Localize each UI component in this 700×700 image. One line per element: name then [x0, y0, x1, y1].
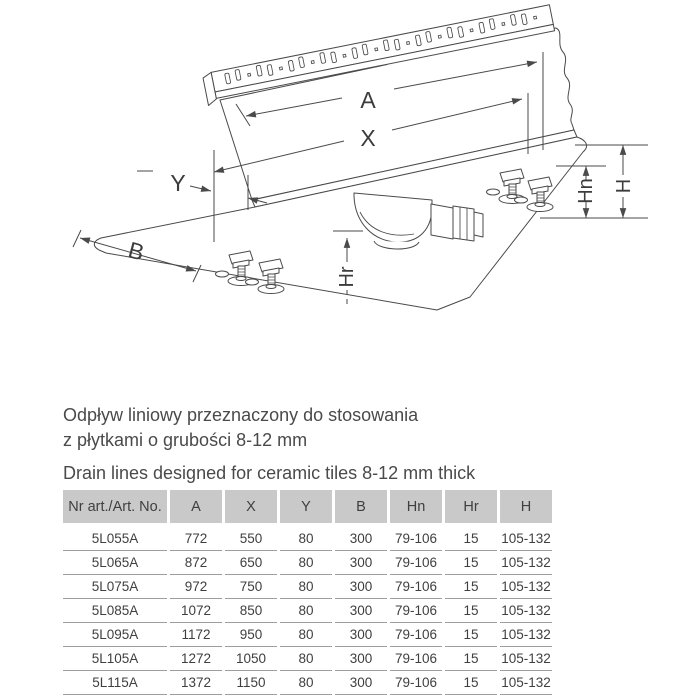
- table-cell: 105-132: [500, 551, 552, 575]
- table-cell: 650: [225, 551, 277, 575]
- column-header: H: [500, 490, 552, 527]
- table-cell: 850: [225, 599, 277, 623]
- table-cell: 1072: [170, 599, 222, 623]
- column-header: Nr art./Art. No.: [63, 490, 167, 527]
- table-cell: 550: [225, 527, 277, 551]
- table-cell: 1272: [170, 647, 222, 671]
- table-cell: 1172: [170, 623, 222, 647]
- table-cell: 15: [445, 647, 497, 671]
- column-header: X: [225, 490, 277, 527]
- table-cell: 105-132: [500, 527, 552, 551]
- table-cell: 15: [445, 623, 497, 647]
- product-spec-table: [60, 490, 555, 695]
- table-cell: 300: [335, 527, 387, 551]
- table-cell: 5L065A: [63, 551, 167, 575]
- table-cell: 79-106: [390, 671, 442, 695]
- table-row: [63, 599, 552, 623]
- column-header: A: [170, 490, 222, 527]
- table-cell: 5L105A: [63, 647, 167, 671]
- table-cell: 300: [335, 551, 387, 575]
- table-cell: 79-106: [390, 647, 442, 671]
- table-cell: 105-132: [500, 671, 552, 695]
- heading-english: Drain lines designed for ceramic tiles 8-12 mm thick: [63, 463, 476, 483]
- table-cell: 772: [170, 527, 222, 551]
- table-cell: 5L085A: [63, 599, 167, 623]
- outlet-pipe: [431, 204, 453, 239]
- table-cell: 750: [225, 575, 277, 599]
- column-header: Hn: [390, 490, 442, 527]
- table-cell: 300: [335, 599, 387, 623]
- table-cell: 80: [280, 527, 332, 551]
- table-cell: 80: [280, 671, 332, 695]
- table-row: [63, 647, 552, 671]
- dim-label-hr: Hr: [336, 266, 358, 288]
- table-cell: 950: [225, 623, 277, 647]
- table-header-row: [63, 490, 552, 527]
- table-cell: 79-106: [390, 623, 442, 647]
- table-cell: 300: [335, 671, 387, 695]
- table-cell: 105-132: [500, 647, 552, 671]
- table-row: [63, 671, 552, 695]
- table-cell: 79-106: [390, 575, 442, 599]
- table-cell: 105-132: [500, 623, 552, 647]
- table-cell: 15: [445, 599, 497, 623]
- table-row: [63, 623, 552, 647]
- table-cell: 300: [335, 623, 387, 647]
- table-cell: 5L095A: [63, 623, 167, 647]
- dim-label-a: A: [360, 87, 376, 113]
- table-cell: 1372: [170, 671, 222, 695]
- table-cell: 80: [280, 599, 332, 623]
- table-cell: 300: [335, 647, 387, 671]
- table-row: [63, 527, 552, 551]
- table-row: [63, 575, 552, 599]
- dimension-y: [137, 170, 267, 210]
- table-body: [63, 527, 552, 695]
- heading-polish-line1: Odpływ liniowy przeznaczony do stosowania: [63, 405, 419, 425]
- dim-label-h: H: [613, 178, 635, 194]
- table-row: [63, 551, 552, 575]
- table-cell: 80: [280, 647, 332, 671]
- table-cell: 5L075A: [63, 575, 167, 599]
- table-cell: 15: [445, 551, 497, 575]
- table-header: [63, 490, 552, 527]
- heading-polish: [63, 403, 418, 453]
- table-cell: 15: [445, 671, 497, 695]
- dim-label-x: X: [360, 125, 376, 151]
- table-cell: 79-106: [390, 599, 442, 623]
- table-cell: 1050: [225, 647, 277, 671]
- table-cell: 872: [170, 551, 222, 575]
- table-cell: 105-132: [500, 575, 552, 599]
- dim-label-hn: Hn: [575, 178, 597, 204]
- heading-polish-line2: z płytkami o grubości 8-12 mm: [63, 430, 308, 450]
- table-cell: 300: [335, 575, 387, 599]
- table-cell: 105-132: [500, 599, 552, 623]
- table-cell: 5L115A: [63, 671, 167, 695]
- dim-label-b: B: [125, 236, 148, 266]
- table-cell: 80: [280, 623, 332, 647]
- table-cell: 15: [445, 575, 497, 599]
- table-cell: 1150: [225, 671, 277, 695]
- table-cell: 5L055A: [63, 527, 167, 551]
- table-cell: 972: [170, 575, 222, 599]
- dim-label-y: Y: [170, 170, 186, 196]
- technical-drawing: [0, 0, 700, 345]
- table-cell: 79-106: [390, 527, 442, 551]
- table-cell: 80: [280, 575, 332, 599]
- table-cell: 15: [445, 527, 497, 551]
- column-header: Hr: [445, 490, 497, 527]
- table-cell: 80: [280, 551, 332, 575]
- column-header: B: [335, 490, 387, 527]
- table-cell: 79-106: [390, 551, 442, 575]
- column-header: Y: [280, 490, 332, 527]
